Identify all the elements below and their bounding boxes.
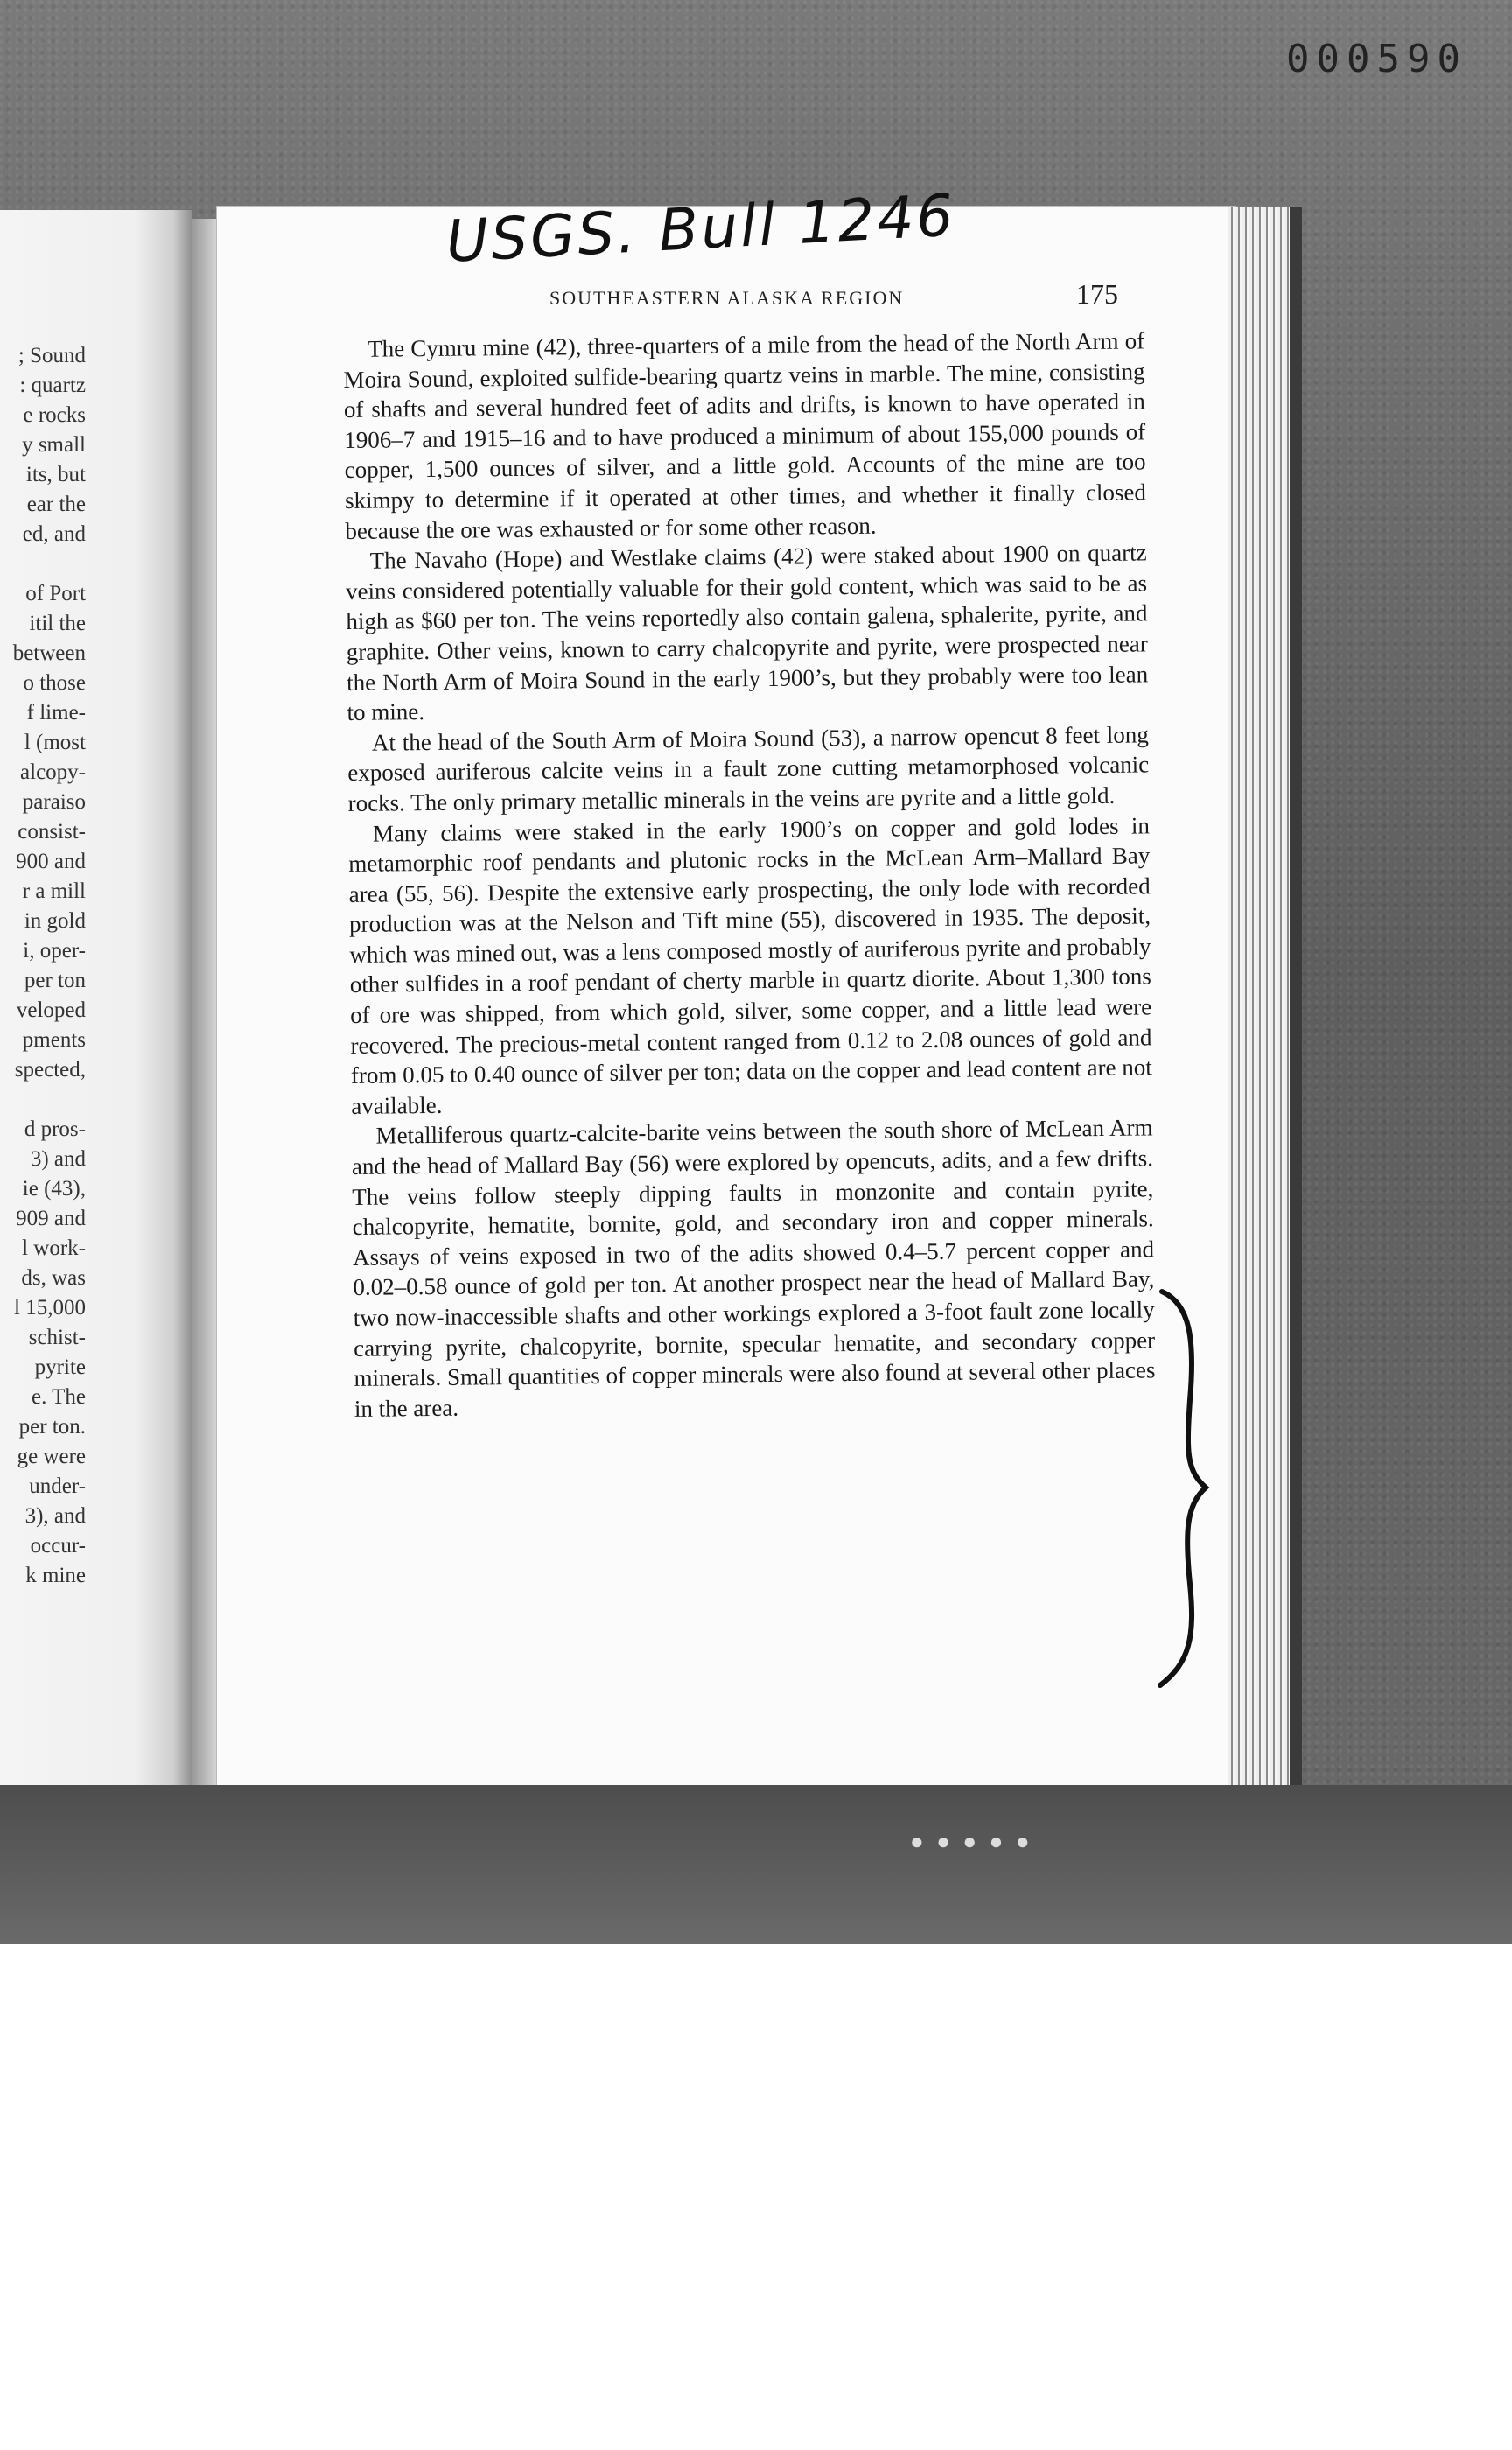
left-page-fragment: ear the bbox=[26, 493, 86, 516]
left-facing-page bbox=[0, 210, 192, 1802]
running-head: SOUTHEASTERN ALASKA REGION bbox=[550, 287, 905, 309]
left-page-fragment: o those bbox=[23, 671, 86, 695]
left-page-fragment: f lime- bbox=[26, 701, 86, 724]
left-page-fragment: under- bbox=[29, 1474, 86, 1498]
left-page-fragment: d pros- bbox=[24, 1117, 86, 1141]
left-page-fragment: schist- bbox=[28, 1326, 86, 1349]
left-page-fragment: per ton bbox=[24, 969, 86, 992]
book-cover-edge bbox=[1290, 206, 1302, 1790]
left-page-fragment: consist- bbox=[18, 820, 86, 844]
paragraph: Many claims were staked in the early 1900’s on copper and gold lodes in metamorphic roof pendants and plutonic rocks in the McLean Arm–Mallard Bay area (55, 56). Despite the extensive early prospecting, the only lode with recorded production was at the Nelson and Tift mine (55), discovered in 1935. The deposit, which was mined out, was a lens composed mostly of auriferous pyrite and probably other sulfides in a roof pendant of cherty marble in quartz diorite. About 1,300 tons of ore was shipped, from which gold, silver, some copper, and a little lead were recovered. The precious-metal content ranged from 0.12 to 2.08 ounces of gold and from 0.05 to 0.40 ounce of silver per ton; data on the copper and lead content are not available. bbox=[348, 811, 1152, 1119]
left-page-fragment: between bbox=[12, 641, 86, 665]
left-page-fragment: alcopy- bbox=[20, 760, 86, 784]
left-page-fragment: per ton. bbox=[18, 1415, 86, 1438]
body-text bbox=[343, 326, 1156, 1424]
paragraph: The Navaho (Hope) and Westlake claims (42) were staked about 1900 on quartz veins considered potentially valuable for their gold content, which was said to be as high as $60 per ton. The veins reportedly also contain galena, sphalerite, pyrite, and graphite. Other veins, known to carry chalcopyrite and pyrite, were prospected near the North Arm of Moira Sound in the early 1900’s, but they probably were too lean to mine. bbox=[345, 539, 1149, 726]
page-number: 175 bbox=[1076, 278, 1118, 310]
left-page-fragment: occur- bbox=[30, 1534, 86, 1558]
scan-stamp-number: 000590 bbox=[1286, 37, 1467, 81]
left-page-fragment: l 15,000 bbox=[14, 1296, 86, 1320]
paragraph: At the head of the South Arm of Moira Sound (53), a narrow opencut 8 feet long exposed auriferous calcite veins in a fault zone cutting metamorphosed volcanic rocks. The only primary metallic minerals in the veins are pyrite and a little gold. bbox=[347, 721, 1150, 816]
left-page-fragment: e rocks bbox=[23, 403, 86, 427]
handwritten-note: USGS. Bull 1246 bbox=[444, 181, 958, 276]
left-page-fragment: spected, bbox=[14, 1058, 86, 1082]
left-page-fragment: r a mill bbox=[22, 879, 86, 903]
left-page-fragment: i, oper- bbox=[23, 939, 86, 962]
left-page-fragment: l (most bbox=[24, 731, 86, 754]
left-page-fragment: veloped bbox=[16, 998, 86, 1022]
left-page-fragment: ed, and bbox=[22, 522, 86, 546]
left-page-fragment: ; Sound bbox=[18, 344, 86, 368]
page-edges bbox=[1228, 206, 1290, 1790]
paragraph: The Cymru mine (42), three-quarters of a mile from the head of the North Arm of Moira Sound, exploited sulfide-bearing quartz veins in marble. The mine, consisting of shafts and several hundred feet of adits and drifts, is known to have operated in 1906–7 and 1915–16 and to have produced a minimum of about 155,000 pounds of copper, 1,500 ounces of silver, and a little gold. Accounts of the mine are too skimpy to determine if it operated at other times, and whether it finally closed because the ore was exhausted or for some other reason. bbox=[343, 327, 1147, 544]
left-page-fragment: its, but bbox=[25, 463, 86, 486]
handwritten-brace-mark bbox=[1155, 1286, 1216, 1689]
scan-bottom-strip bbox=[0, 1785, 1512, 1944]
paragraph: Metalliferous quartz-calcite-barite veins between the south shore of McLean Arm and the head of Mallard Bay (56) were explored by opencuts, adits, and a few drifts. The veins follow steeply dipping faults in monzonite and contain pyrite, chalcopyrite, hematite, bornite, gold, and secondary iron and copper minerals. Assays of veins exposed in two of the adits showed 0.4–5.7 percent copper and 0.02–0.58 ounce of gold per ton. At another prospect near the head of Mallard Bay, two now-inaccessible shafts and other workings explored a 3-foot fault zone locally carrying pyrite, chalcopyrite, bornite, specular hematite, and secondary copper minerals. Small quantities of copper minerals were also found at several other places in the area. bbox=[351, 1114, 1156, 1422]
left-page-fragment: ds, was bbox=[21, 1266, 86, 1290]
book-gutter bbox=[192, 219, 219, 1802]
left-page-fragment: in gold bbox=[24, 909, 86, 933]
left-page-fragment: l work- bbox=[22, 1236, 86, 1260]
left-page-fragment: itil the bbox=[29, 612, 86, 635]
left-page-fragment: 909 and bbox=[16, 1207, 86, 1230]
left-page-fragment: ge were bbox=[17, 1445, 86, 1468]
left-page-fragment: : quartz bbox=[19, 374, 86, 397]
left-page-fragment: paraiso bbox=[22, 790, 86, 814]
left-page-fragment: ie (43), bbox=[22, 1177, 86, 1200]
binding-dots: ● ● ● ● ● bbox=[910, 1829, 1033, 1854]
left-page-fragment: 900 and bbox=[16, 850, 86, 873]
left-page-fragment: 3) and bbox=[30, 1147, 86, 1171]
left-page-fragment: y small bbox=[22, 433, 86, 457]
left-page-fragment: pments bbox=[22, 1028, 86, 1052]
left-page-fragment: e. The bbox=[31, 1385, 86, 1409]
left-page-fragment: k mine bbox=[25, 1564, 86, 1587]
left-page-fragment: pyrite bbox=[34, 1355, 86, 1379]
left-page-fragment: of Port bbox=[25, 582, 86, 606]
left-page-fragment: 3), and bbox=[24, 1504, 86, 1528]
